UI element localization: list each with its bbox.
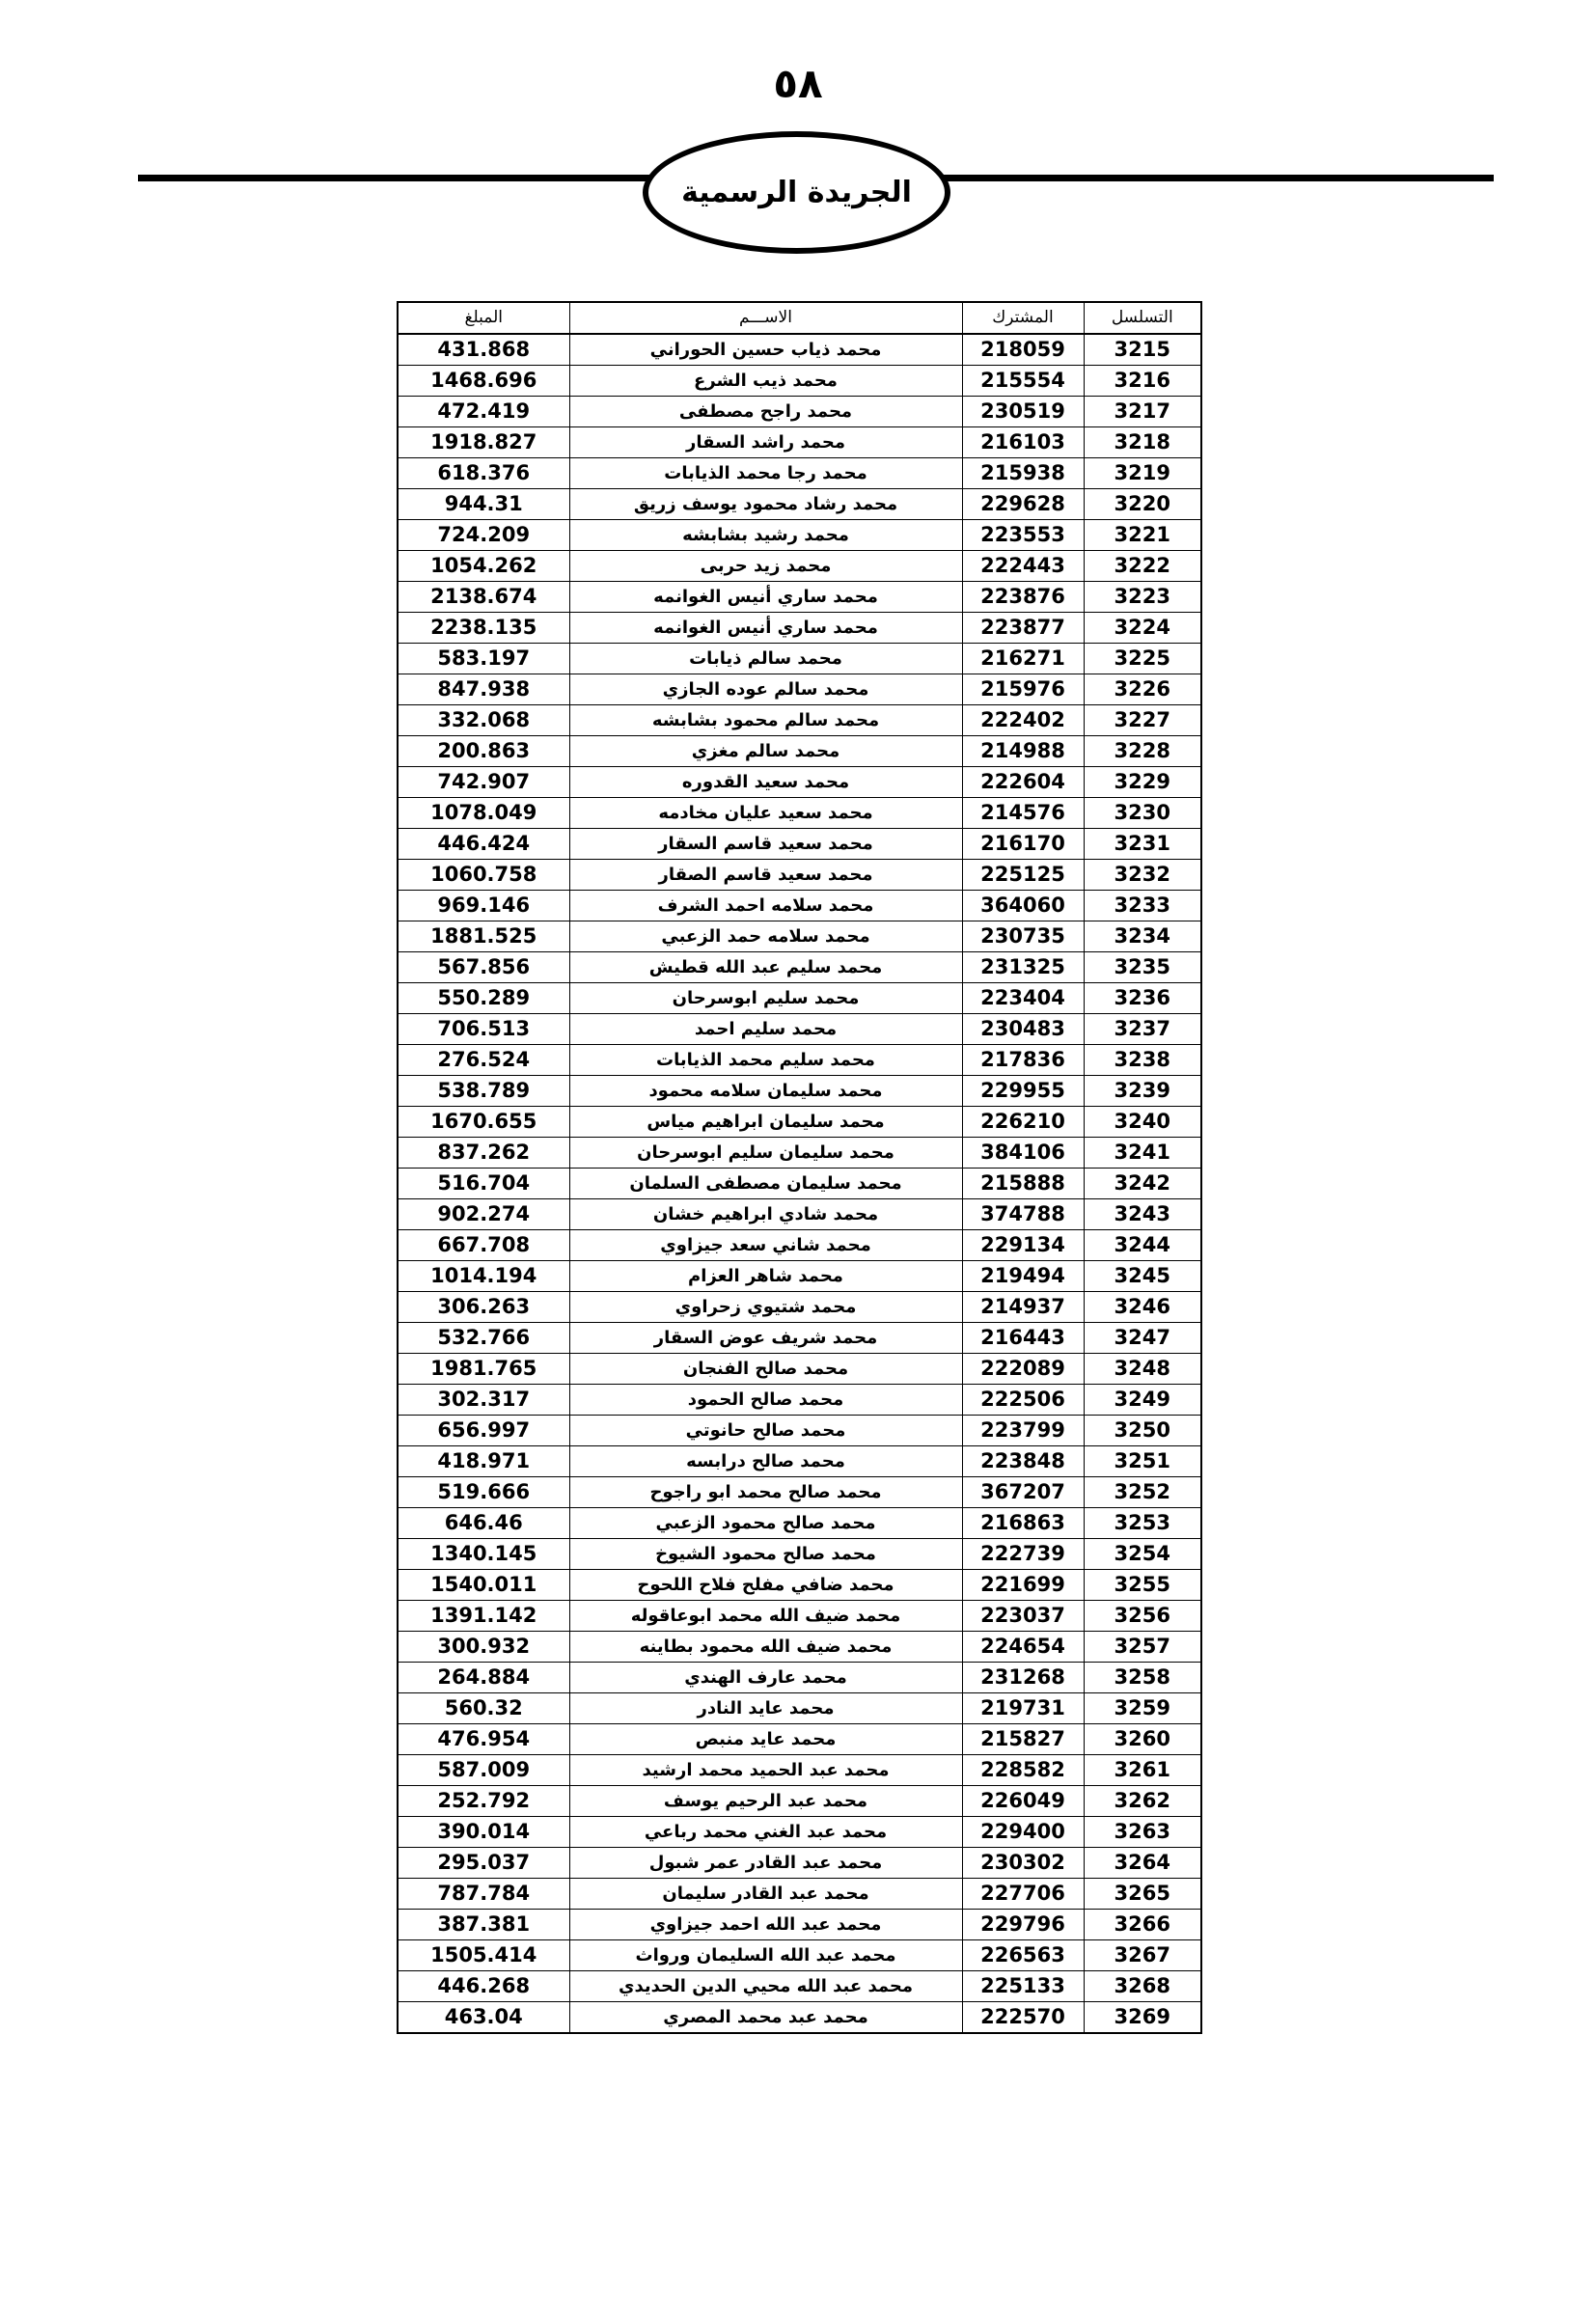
cell-subscriber: 218059 [962, 334, 1084, 366]
cell-amount: 567.856 [398, 952, 569, 983]
cell-amount: 1670.655 [398, 1107, 569, 1138]
cell-name: محمد عبد الله السليمان ورواث [569, 1940, 962, 1971]
table-row [398, 798, 1201, 829]
cell-subscriber: 215938 [962, 458, 1084, 489]
subscribers-table [397, 301, 1202, 2034]
cell-name: محمد سلامه احمد الشرف [569, 891, 962, 921]
cell-subscriber: 219494 [962, 1261, 1084, 1292]
cell-amount: 742.907 [398, 767, 569, 798]
table-row [398, 1663, 1201, 1693]
cell-amount: 306.263 [398, 1292, 569, 1323]
table-row [398, 736, 1201, 767]
cell-subscriber: 216863 [962, 1508, 1084, 1539]
cell-amount: 847.938 [398, 674, 569, 705]
cell-subscriber: 226563 [962, 1940, 1084, 1971]
cell-amount: 1014.194 [398, 1261, 569, 1292]
cell-seq: 3251 [1084, 1446, 1201, 1477]
cell-name: محمد صالح محمود الشيوخ [569, 1539, 962, 1570]
cell-amount: 1391.142 [398, 1601, 569, 1632]
cell-name: محمد راشد السقار [569, 427, 962, 458]
cell-subscriber: 229134 [962, 1230, 1084, 1261]
cell-amount: 902.274 [398, 1199, 569, 1230]
cell-subscriber: 214937 [962, 1292, 1084, 1323]
cell-seq: 3253 [1084, 1508, 1201, 1539]
cell-subscriber: 219731 [962, 1693, 1084, 1724]
cell-name: محمد ساري أنيس الغوانمه [569, 582, 962, 613]
table-row [398, 1199, 1201, 1230]
cell-subscriber: 223876 [962, 582, 1084, 613]
cell-subscriber: 230735 [962, 921, 1084, 952]
table-row [398, 397, 1201, 427]
table-header-row [398, 302, 1201, 334]
cell-subscriber: 230519 [962, 397, 1084, 427]
table-row [398, 1107, 1201, 1138]
cell-amount: 550.289 [398, 983, 569, 1014]
cell-amount: 390.014 [398, 1817, 569, 1848]
cell-seq: 3245 [1084, 1261, 1201, 1292]
cell-name: محمد ذيب الشرع [569, 366, 962, 397]
table-row [398, 551, 1201, 582]
table-row [398, 1261, 1201, 1292]
cell-subscriber: 227706 [962, 1879, 1084, 1910]
cell-seq: 3268 [1084, 1971, 1201, 2002]
cell-subscriber: 364060 [962, 891, 1084, 921]
cell-name: محمد سليم ابوسرحان [569, 983, 962, 1014]
cell-name: محمد عبد الله احمد جيزاوي [569, 1910, 962, 1940]
cell-amount: 332.068 [398, 705, 569, 736]
cell-seq: 3269 [1084, 2002, 1201, 2034]
cell-name: محمد رشيد بشابشه [569, 520, 962, 551]
cell-seq: 3263 [1084, 1817, 1201, 1848]
table-row [398, 1910, 1201, 1940]
cell-name: محمد صالح محمد ابو راجوح [569, 1477, 962, 1508]
cell-amount: 1078.049 [398, 798, 569, 829]
table-row [398, 1601, 1201, 1632]
cell-amount: 944.31 [398, 489, 569, 520]
cell-seq: 3222 [1084, 551, 1201, 582]
cell-seq: 3256 [1084, 1601, 1201, 1632]
cell-amount: 1060.758 [398, 860, 569, 891]
cell-subscriber: 215554 [962, 366, 1084, 397]
table-row [398, 1786, 1201, 1817]
cell-subscriber: 217836 [962, 1045, 1084, 1076]
table-row [398, 489, 1201, 520]
cell-amount: 1881.525 [398, 921, 569, 952]
cell-amount: 646.46 [398, 1508, 569, 1539]
cell-subscriber: 215827 [962, 1724, 1084, 1755]
cell-name: محمد ضيف الله محمود بطاينه [569, 1632, 962, 1663]
cell-amount: 667.708 [398, 1230, 569, 1261]
cell-amount: 418.971 [398, 1446, 569, 1477]
cell-name: محمد سالم محمود بشابشه [569, 705, 962, 736]
cell-amount: 2138.674 [398, 582, 569, 613]
cell-subscriber: 222089 [962, 1354, 1084, 1385]
cell-seq: 3224 [1084, 613, 1201, 644]
table-row [398, 1940, 1201, 1971]
cell-subscriber: 223799 [962, 1416, 1084, 1446]
cell-seq: 3230 [1084, 798, 1201, 829]
cell-seq: 3267 [1084, 1940, 1201, 1971]
cell-subscriber: 216103 [962, 427, 1084, 458]
cell-subscriber: 223848 [962, 1446, 1084, 1477]
table-row [398, 1632, 1201, 1663]
cell-name: محمد شادي ابراهيم خشان [569, 1199, 962, 1230]
table-row [398, 1014, 1201, 1045]
table-body [398, 334, 1201, 2033]
cell-amount: 476.954 [398, 1724, 569, 1755]
cell-subscriber: 229628 [962, 489, 1084, 520]
cell-name: محمد سليمان ابراهيم مياس [569, 1107, 962, 1138]
cell-seq: 3235 [1084, 952, 1201, 983]
cell-seq: 3228 [1084, 736, 1201, 767]
cell-subscriber: 226210 [962, 1107, 1084, 1138]
cell-subscriber: 223877 [962, 613, 1084, 644]
cell-seq: 3254 [1084, 1539, 1201, 1570]
cell-name: محمد صالح الحمود [569, 1385, 962, 1416]
cell-subscriber: 225133 [962, 1971, 1084, 2002]
column-header-subscriber: المشترك [962, 302, 1084, 334]
cell-amount: 264.884 [398, 1663, 569, 1693]
cell-name: محمد سالم عوده الجازي [569, 674, 962, 705]
cell-amount: 538.789 [398, 1076, 569, 1107]
cell-amount: 252.792 [398, 1786, 569, 1817]
cell-subscriber: 223037 [962, 1601, 1084, 1632]
cell-name: محمد عايد منبص [569, 1724, 962, 1755]
cell-seq: 3220 [1084, 489, 1201, 520]
cell-subscriber: 230302 [962, 1848, 1084, 1879]
cell-seq: 3238 [1084, 1045, 1201, 1076]
cell-amount: 300.932 [398, 1632, 569, 1663]
cell-seq: 3252 [1084, 1477, 1201, 1508]
cell-seq: 3244 [1084, 1230, 1201, 1261]
cell-seq: 3227 [1084, 705, 1201, 736]
cell-seq: 3217 [1084, 397, 1201, 427]
cell-name: محمد عبد الحميد محمد ارشيد [569, 1755, 962, 1786]
cell-amount: 276.524 [398, 1045, 569, 1076]
table-row [398, 1323, 1201, 1354]
cell-amount: 1505.414 [398, 1940, 569, 1971]
cell-name: محمد ذياب حسين الحوراني [569, 334, 962, 366]
cell-name: محمد سعيد قاسم الصقار [569, 860, 962, 891]
table-row [398, 1292, 1201, 1323]
table-row [398, 829, 1201, 860]
cell-seq: 3218 [1084, 427, 1201, 458]
cell-amount: 656.997 [398, 1416, 569, 1446]
table-row [398, 427, 1201, 458]
table-row [398, 334, 1201, 366]
cell-seq: 3239 [1084, 1076, 1201, 1107]
cell-amount: 706.513 [398, 1014, 569, 1045]
table-row [398, 1755, 1201, 1786]
table-row [398, 1693, 1201, 1724]
cell-name: محمد عايد النادر [569, 1693, 962, 1724]
table-row [398, 1724, 1201, 1755]
cell-name: محمد سليمان سليم ابوسرحان [569, 1138, 962, 1169]
cell-name: محمد شريف عوض السقار [569, 1323, 962, 1354]
cell-seq: 3262 [1084, 1786, 1201, 1817]
cell-seq: 3233 [1084, 891, 1201, 921]
cell-subscriber: 222506 [962, 1385, 1084, 1416]
cell-seq: 3221 [1084, 520, 1201, 551]
cell-amount: 1468.696 [398, 366, 569, 397]
column-header-seq: التسلسل [1084, 302, 1201, 334]
cell-seq: 3240 [1084, 1107, 1201, 1138]
cell-seq: 3234 [1084, 921, 1201, 952]
cell-amount: 560.32 [398, 1693, 569, 1724]
cell-name: محمد صالح الفنجان [569, 1354, 962, 1385]
cell-name: محمد سالم ذيابات [569, 644, 962, 674]
cell-seq: 3237 [1084, 1014, 1201, 1045]
table-row [398, 1446, 1201, 1477]
cell-seq: 3246 [1084, 1292, 1201, 1323]
table-row [398, 1169, 1201, 1199]
cell-name: محمد صالح درابسه [569, 1446, 962, 1477]
cell-name: محمد راجح مصطفى [569, 397, 962, 427]
table-row [398, 1971, 1201, 2002]
cell-subscriber: 223404 [962, 983, 1084, 1014]
cell-amount: 302.317 [398, 1385, 569, 1416]
cell-subscriber: 228582 [962, 1755, 1084, 1786]
cell-seq: 3236 [1084, 983, 1201, 1014]
cell-name: محمد شتيوي زحراوي [569, 1292, 962, 1323]
cell-name: محمد سليم محمد الذيابات [569, 1045, 962, 1076]
header-title-oval [643, 131, 950, 254]
table-row [398, 1045, 1201, 1076]
cell-amount: 1340.145 [398, 1539, 569, 1570]
cell-amount: 1918.827 [398, 427, 569, 458]
cell-amount: 969.146 [398, 891, 569, 921]
cell-amount: 1540.011 [398, 1570, 569, 1601]
cell-amount: 618.376 [398, 458, 569, 489]
table-row [398, 1477, 1201, 1508]
cell-name: محمد سالم مغزي [569, 736, 962, 767]
cell-name: محمد سلامه حمد الزعبي [569, 921, 962, 952]
cell-name: محمد ضافي مفلح فلاح اللحوح [569, 1570, 962, 1601]
cell-amount: 463.04 [398, 2002, 569, 2034]
header-title: الجريدة الرسمية [681, 176, 912, 209]
cell-seq: 3255 [1084, 1570, 1201, 1601]
cell-amount: 446.424 [398, 829, 569, 860]
cell-seq: 3266 [1084, 1910, 1201, 1940]
table-row [398, 1539, 1201, 1570]
cell-name: محمد عبد الرحيم يوسف [569, 1786, 962, 1817]
cell-subscriber: 224654 [962, 1632, 1084, 1663]
cell-seq: 3261 [1084, 1755, 1201, 1786]
cell-seq: 3243 [1084, 1199, 1201, 1230]
table-row [398, 458, 1201, 489]
table-row [398, 1416, 1201, 1446]
cell-subscriber: 222443 [962, 551, 1084, 582]
cell-seq: 3229 [1084, 767, 1201, 798]
cell-subscriber: 231325 [962, 952, 1084, 983]
cell-seq: 3257 [1084, 1632, 1201, 1663]
cell-name: محمد عارف الهندي [569, 1663, 962, 1693]
cell-name: محمد عبد القادر سليمان [569, 1879, 962, 1910]
cell-amount: 2238.135 [398, 613, 569, 644]
cell-subscriber: 384106 [962, 1138, 1084, 1169]
cell-name: محمد سعيد القدوره [569, 767, 962, 798]
cell-subscriber: 215888 [962, 1169, 1084, 1199]
cell-name: محمد سليم عبد الله قطيش [569, 952, 962, 983]
cell-name: محمد سليمان مصطفى السلمان [569, 1169, 962, 1199]
cell-amount: 295.037 [398, 1848, 569, 1879]
cell-amount: 1981.765 [398, 1354, 569, 1385]
cell-subscriber: 230483 [962, 1014, 1084, 1045]
cell-seq: 3247 [1084, 1323, 1201, 1354]
table-row [398, 2002, 1201, 2034]
table-row [398, 705, 1201, 736]
cell-subscriber: 216170 [962, 829, 1084, 860]
cell-subscriber: 229796 [962, 1910, 1084, 1940]
cell-subscriber: 214576 [962, 798, 1084, 829]
cell-seq: 3264 [1084, 1848, 1201, 1879]
cell-name: محمد رشاد محمود يوسف زريق [569, 489, 962, 520]
cell-subscriber: 367207 [962, 1477, 1084, 1508]
table-row [398, 582, 1201, 613]
cell-name: محمد عبد القادر عمر شبول [569, 1848, 962, 1879]
cell-seq: 3219 [1084, 458, 1201, 489]
table-row [398, 1508, 1201, 1539]
table-row [398, 1138, 1201, 1169]
table-row [398, 983, 1201, 1014]
cell-amount: 587.009 [398, 1755, 569, 1786]
cell-subscriber: 216271 [962, 644, 1084, 674]
cell-subscriber: 229400 [962, 1817, 1084, 1848]
cell-seq: 3259 [1084, 1693, 1201, 1724]
cell-subscriber: 215976 [962, 674, 1084, 705]
cell-name: محمد عبد الله محيي الدين الحديدي [569, 1971, 962, 2002]
cell-seq: 3231 [1084, 829, 1201, 860]
cell-amount: 787.784 [398, 1879, 569, 1910]
cell-subscriber: 225125 [962, 860, 1084, 891]
cell-amount: 583.197 [398, 644, 569, 674]
cell-subscriber: 229955 [962, 1076, 1084, 1107]
cell-name: محمد شاهر العزام [569, 1261, 962, 1292]
column-header-amount: المبلغ [398, 302, 569, 334]
table-row [398, 1076, 1201, 1107]
cell-subscriber: 231268 [962, 1663, 1084, 1693]
cell-seq: 3241 [1084, 1138, 1201, 1169]
cell-seq: 3250 [1084, 1416, 1201, 1446]
cell-amount: 519.666 [398, 1477, 569, 1508]
cell-amount: 472.419 [398, 397, 569, 427]
cell-amount: 431.868 [398, 334, 569, 366]
cell-name: محمد عبد الغني محمد رباعي [569, 1817, 962, 1848]
table-row [398, 921, 1201, 952]
cell-name: محمد سليمان سلامه محمود [569, 1076, 962, 1107]
cell-amount: 837.262 [398, 1138, 569, 1169]
cell-amount: 200.863 [398, 736, 569, 767]
table-row [398, 644, 1201, 674]
cell-seq: 3226 [1084, 674, 1201, 705]
table-row [398, 952, 1201, 983]
cell-subscriber: 374788 [962, 1199, 1084, 1230]
table-row [398, 1848, 1201, 1879]
cell-subscriber: 223553 [962, 520, 1084, 551]
cell-amount: 1054.262 [398, 551, 569, 582]
cell-name: محمد زيد حربى [569, 551, 962, 582]
table-row [398, 1879, 1201, 1910]
page-number: ٥٨ [773, 60, 823, 107]
table-row [398, 860, 1201, 891]
cell-seq: 3223 [1084, 582, 1201, 613]
cell-subscriber: 222570 [962, 2002, 1084, 2034]
cell-seq: 3258 [1084, 1663, 1201, 1693]
table-row [398, 1817, 1201, 1848]
cell-name: محمد ساري أنيس الغوانمه [569, 613, 962, 644]
cell-seq: 3225 [1084, 644, 1201, 674]
table-row [398, 1570, 1201, 1601]
cell-amount: 516.704 [398, 1169, 569, 1199]
table-row [398, 1230, 1201, 1261]
cell-seq: 3249 [1084, 1385, 1201, 1416]
table-row [398, 520, 1201, 551]
cell-seq: 3265 [1084, 1879, 1201, 1910]
cell-name: محمد سعيد قاسم السقار [569, 829, 962, 860]
cell-seq: 3216 [1084, 366, 1201, 397]
table-row [398, 674, 1201, 705]
cell-amount: 387.381 [398, 1910, 569, 1940]
cell-seq: 3248 [1084, 1354, 1201, 1385]
column-header-name: الاســـم [569, 302, 962, 334]
cell-subscriber: 222739 [962, 1539, 1084, 1570]
cell-name: محمد شاني سعد جيزاوي [569, 1230, 962, 1261]
table-row [398, 613, 1201, 644]
cell-subscriber: 216443 [962, 1323, 1084, 1354]
cell-seq: 3260 [1084, 1724, 1201, 1755]
cell-seq: 3215 [1084, 334, 1201, 366]
cell-name: محمد سليم احمد [569, 1014, 962, 1045]
table-row [398, 767, 1201, 798]
cell-subscriber: 222604 [962, 767, 1084, 798]
cell-seq: 3232 [1084, 860, 1201, 891]
cell-seq: 3242 [1084, 1169, 1201, 1199]
cell-subscriber: 222402 [962, 705, 1084, 736]
table-row [398, 1385, 1201, 1416]
cell-name: محمد ضيف الله محمد ابوعاقوله [569, 1601, 962, 1632]
table-row [398, 891, 1201, 921]
cell-amount: 532.766 [398, 1323, 569, 1354]
cell-amount: 446.268 [398, 1971, 569, 2002]
cell-name: محمد سعيد عليان مخادمه [569, 798, 962, 829]
table-row [398, 366, 1201, 397]
cell-name: محمد صالح محمود الزعبي [569, 1508, 962, 1539]
cell-subscriber: 226049 [962, 1786, 1084, 1817]
cell-name: محمد رجا محمد الذيابات [569, 458, 962, 489]
cell-name: محمد عبد محمد المصري [569, 2002, 962, 2034]
cell-subscriber: 221699 [962, 1570, 1084, 1601]
cell-subscriber: 214988 [962, 736, 1084, 767]
cell-amount: 724.209 [398, 520, 569, 551]
table-row [398, 1354, 1201, 1385]
cell-name: محمد صالح حانوتي [569, 1416, 962, 1446]
